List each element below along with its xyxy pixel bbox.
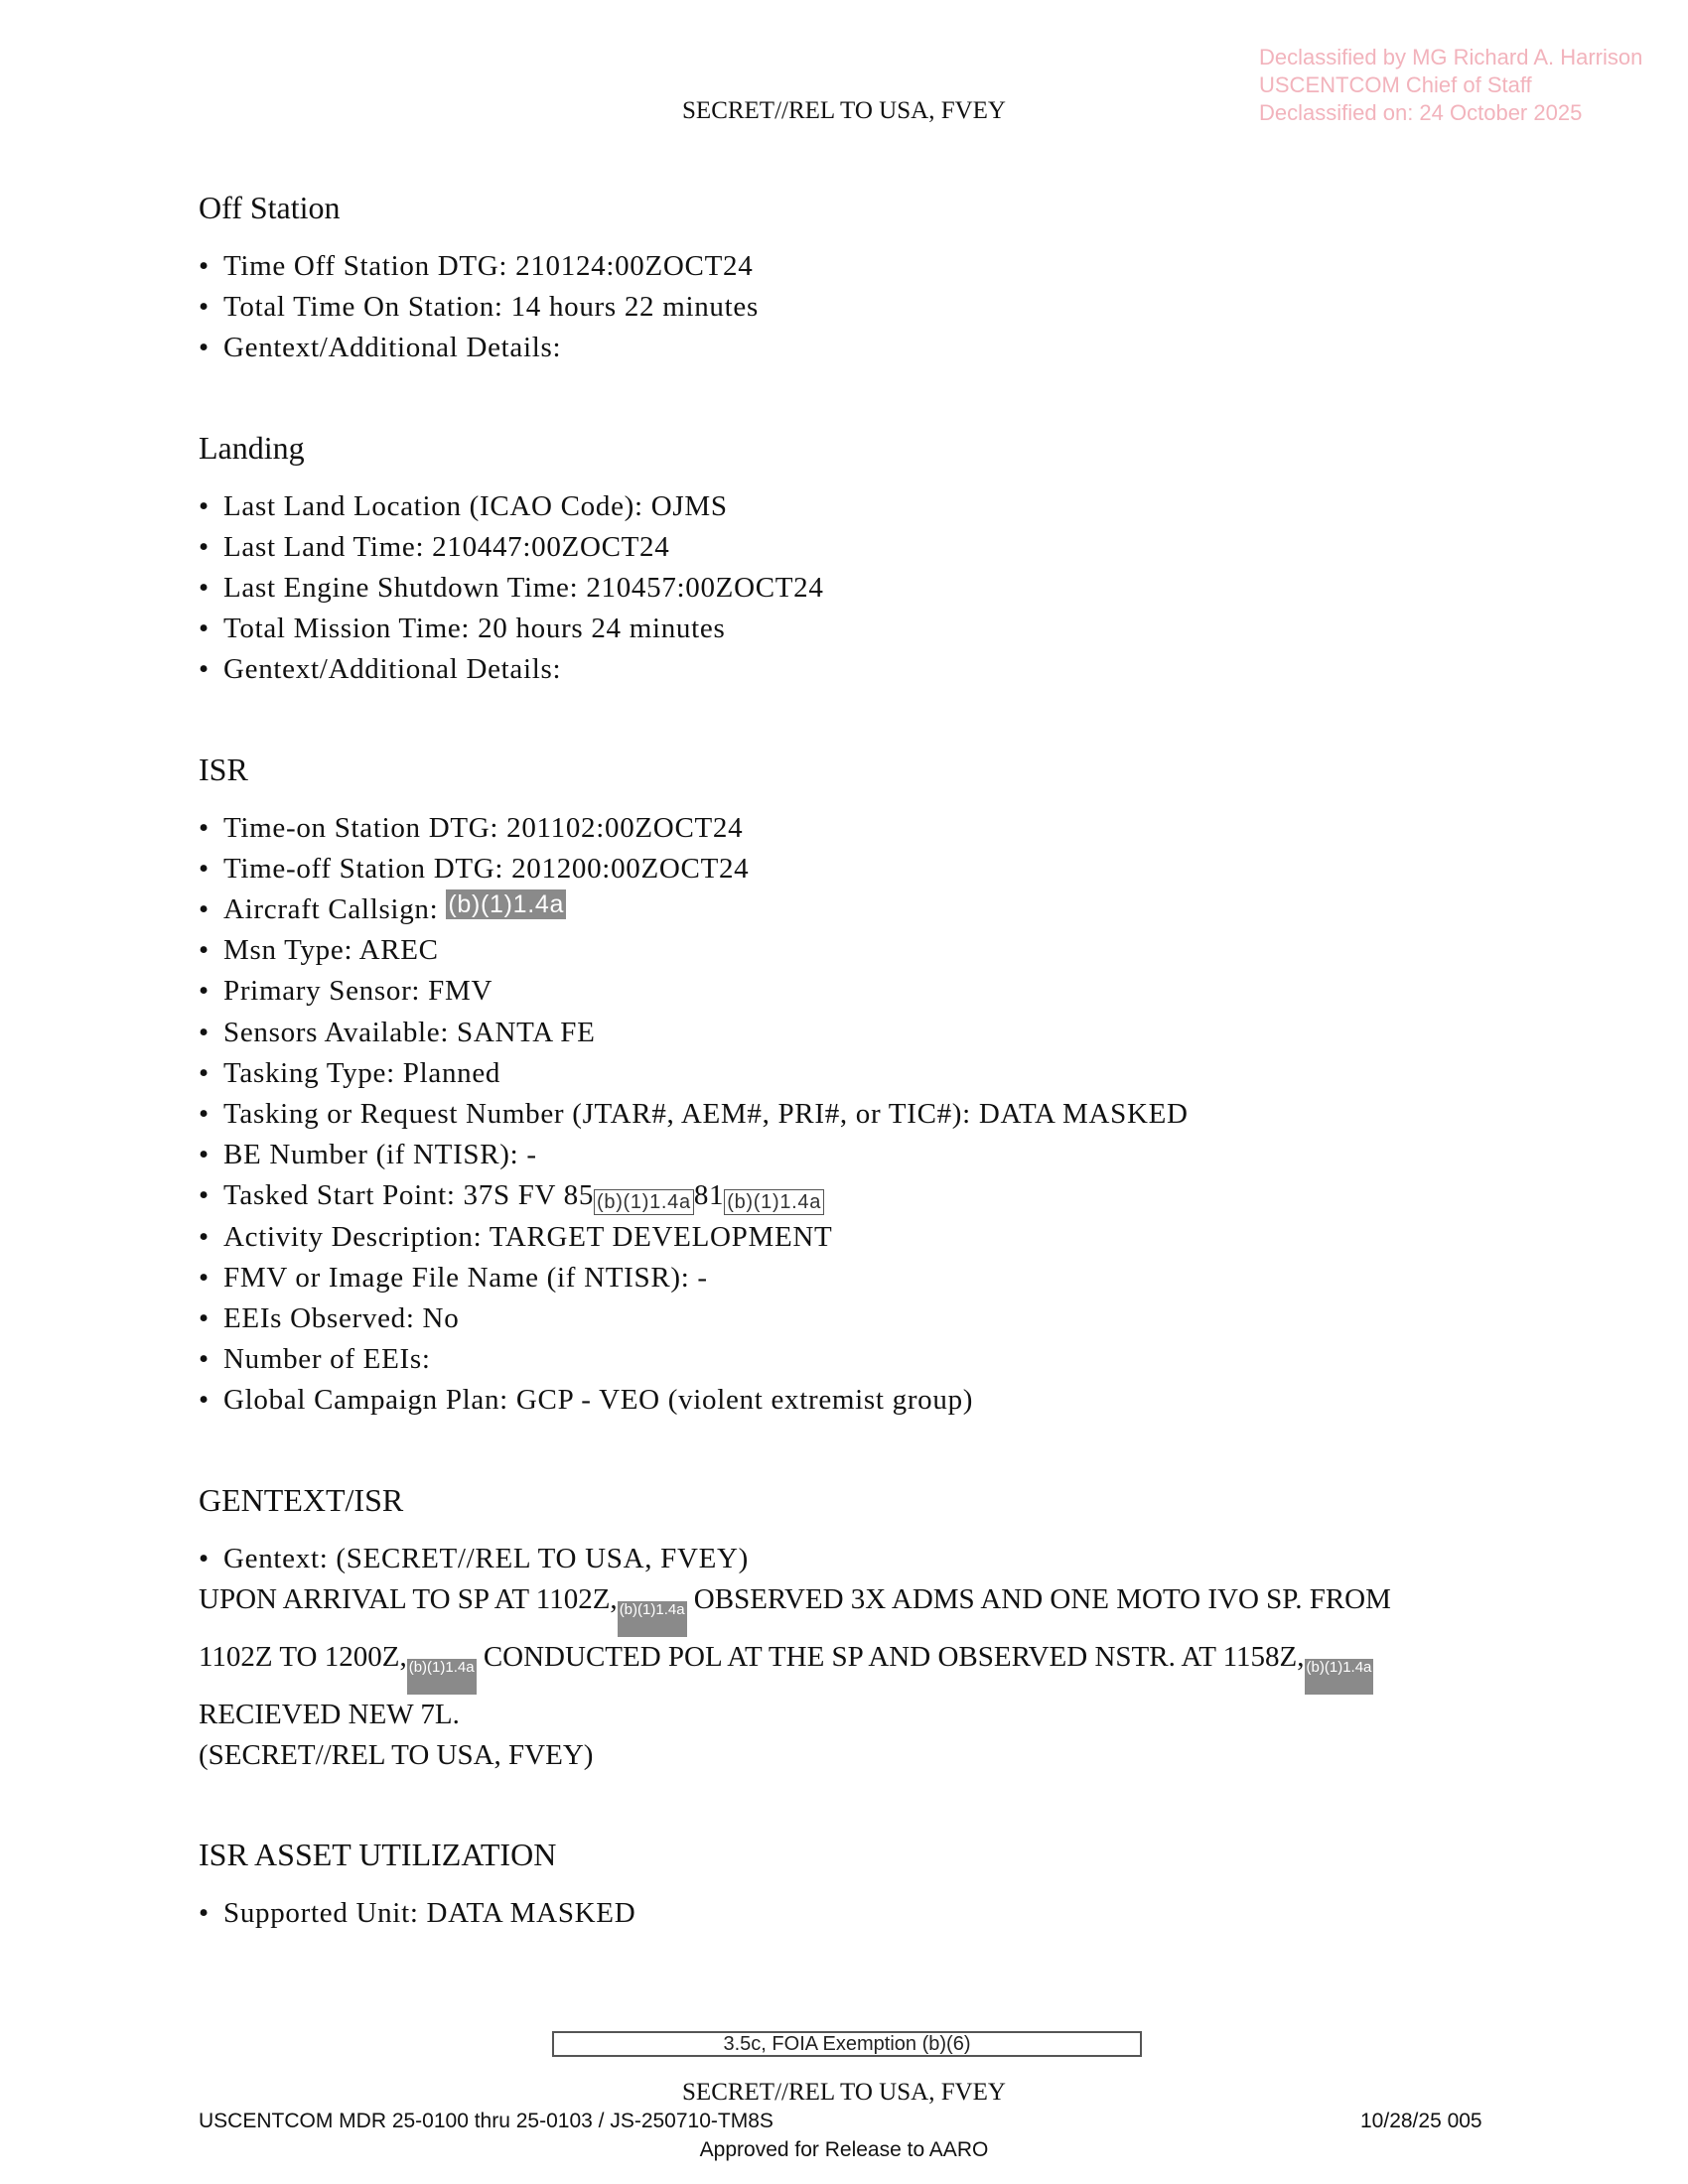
stamp-line: Declassified by MG Richard A. Harrison	[1259, 45, 1643, 69]
document-body	[199, 185, 1509, 1989]
section-heading: Off Station	[199, 190, 341, 225]
paragraph-line: (SECRET//REL TO USA, FVEY)	[199, 1739, 594, 1772]
list-item: • Time-on Station DTG: 201102:00ZOCT24	[199, 808, 1509, 849]
bullet-list	[199, 1539, 1509, 1579]
list-item: • Time Off Station DTG: 210124:00ZOCT24	[199, 246, 1509, 287]
text-run: OBSERVED 3X ADMS AND ONE MOTO IVO SP. FROM	[693, 1582, 1391, 1615]
bullet-list	[199, 808, 1509, 1422]
bullet-list	[199, 1893, 1509, 1934]
list-item: • Sensors Available: SANTA FE	[199, 1013, 1509, 1053]
list-item	[199, 889, 1509, 930]
section-landing	[199, 425, 1509, 691]
section-heading: Landing	[199, 429, 305, 466]
section-isr	[199, 747, 1509, 1422]
list-item: • Last Land Time: 210447:00ZOCT24	[199, 527, 1509, 568]
list-item: • Primary Sensor: FMV	[199, 971, 1509, 1012]
list-item: • EEIs Observed: No	[199, 1298, 1509, 1339]
list-item: • BE Number (if NTISR): -	[199, 1135, 1509, 1175]
paragraph-line: RECIEVED NEW 7L.	[199, 1698, 460, 1730]
gentext-paragraph	[199, 1579, 1509, 1776]
list-item: • Total Time On Station: 14 hours 22 minutes	[199, 287, 1509, 328]
section-isr-asset-utilization	[199, 1832, 1509, 1934]
section-off-station	[199, 185, 1509, 369]
text-run: UPON ARRIVAL TO SP AT 1102Z,	[199, 1582, 618, 1615]
list-item: • Time-off Station DTG: 201200:00ZOCT24	[199, 849, 1509, 889]
classification-footer: SECRET//REL TO USA, FVEY	[682, 2079, 1006, 2106]
text-run: CONDUCTED POL AT THE SP AND OBSERVED NSTR. AT 1158Z,	[483, 1640, 1305, 1673]
redaction-box: (b)(1)1.4a	[724, 1189, 824, 1215]
bullet-list	[199, 246, 1509, 369]
section-gentext-isr	[199, 1477, 1509, 1777]
redaction-box: (b)(1)1.4a	[407, 1659, 477, 1695]
footer-date-page: 10/28/25 005	[1360, 2110, 1482, 2132]
stamp-line: USCENTCOM Chief of Staff	[1259, 72, 1532, 97]
footer-release-note: Approved for Release to AARO	[699, 2138, 989, 2161]
section-heading: GENTEXT/ISR	[199, 1481, 404, 1518]
list-item: • FMV or Image File Name (if NTISR): -	[199, 1258, 1509, 1298]
grid-fragment: 81	[693, 1179, 725, 1212]
list-item: • Msn Type: AREC	[199, 930, 1509, 971]
bullet-list	[199, 486, 1509, 691]
text-run: 1102Z TO 1200Z,	[199, 1640, 407, 1673]
list-item: • Tasking or Request Number (JTAR#, AEM#, PRI#, or TIC#): DATA MASKED	[199, 1094, 1509, 1135]
redaction-box: (b)(1)1.4a	[618, 1601, 687, 1637]
footer-document-id: USCENTCOM MDR 25-0100 thru 25-0103 / JS-250710-TM8S	[199, 2110, 774, 2132]
list-item: • Last Engine Shutdown Time: 210457:00ZOCT24	[199, 568, 1509, 609]
item-label: Tasked Start Point: 37S FV 85	[223, 1179, 595, 1212]
list-item	[199, 1175, 1509, 1216]
list-item: • Gentext/Additional Details:	[199, 328, 1509, 368]
stamp-line: Declassified on: 24 October 2025	[1259, 100, 1583, 125]
item-label: Aircraft Callsign:	[223, 893, 439, 926]
section-heading: ISR	[199, 751, 248, 787]
list-item: • Total Mission Time: 20 hours 24 minutes	[199, 609, 1509, 649]
list-item: • Number of EEIs:	[199, 1339, 1509, 1380]
foia-exemption-box: 3.5c, FOIA Exemption (b)(6)	[552, 2031, 1142, 2057]
list-item: • Tasking Type: Planned	[199, 1053, 1509, 1094]
redaction-box: (b)(1)1.4a	[594, 1189, 694, 1215]
list-item: • Gentext: (SECRET//REL TO USA, FVEY)	[199, 1539, 1509, 1579]
list-item: • Global Campaign Plan: GCP - VEO (violent extremist group)	[199, 1380, 1509, 1421]
redaction-box: (b)(1)1.4a	[1305, 1659, 1374, 1695]
redaction-box: (b)(1)1.4a	[448, 890, 565, 919]
list-item: • Last Land Location (ICAO Code): OJMS	[199, 486, 1509, 527]
list-item: • Gentext/Additional Details:	[199, 649, 1509, 690]
paragraph-line	[199, 1579, 1509, 1637]
classification-header: SECRET//REL TO USA, FVEY	[682, 97, 1006, 124]
paragraph-line	[199, 1637, 1509, 1695]
list-item: • Activity Description: TARGET DEVELOPMENT	[199, 1217, 1509, 1258]
list-item: • Supported Unit: DATA MASKED	[199, 1893, 1509, 1934]
section-heading: ISR ASSET UTILIZATION	[199, 1837, 557, 1873]
